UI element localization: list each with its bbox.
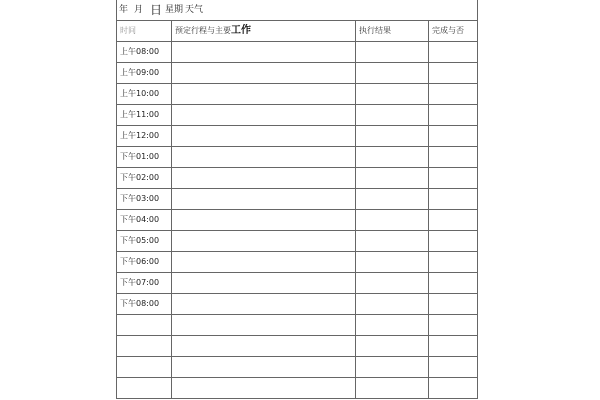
plan-cell[interactable] — [172, 273, 356, 293]
time-cell: 下午08:00 — [117, 294, 172, 314]
plan-cell[interactable] — [172, 147, 356, 167]
done-cell[interactable] — [429, 189, 477, 209]
table-row — [117, 105, 477, 126]
time-cell: 上午12:00 — [117, 126, 172, 146]
schedule-table — [117, 21, 477, 399]
done-cell[interactable] — [429, 378, 477, 398]
result-cell[interactable] — [356, 378, 429, 398]
month-label: 月 — [134, 5, 144, 15]
table-row — [117, 294, 477, 315]
weekday-label: 星期 — [165, 5, 184, 15]
result-cell[interactable] — [356, 252, 429, 272]
column-header-row — [117, 21, 477, 42]
table-row — [117, 63, 477, 84]
plan-cell[interactable] — [172, 105, 356, 125]
plan-cell[interactable] — [172, 336, 356, 356]
time-cell: 下午01:00 — [117, 147, 172, 167]
done-cell[interactable] — [429, 42, 477, 62]
time-cell — [117, 336, 172, 356]
done-cell[interactable] — [429, 63, 477, 83]
plan-cell[interactable] — [172, 252, 356, 272]
table-row — [117, 210, 477, 231]
year-label: 年 — [119, 5, 129, 15]
done-cell[interactable] — [429, 210, 477, 230]
time-cell: 下午03:00 — [117, 189, 172, 209]
plan-cell[interactable] — [172, 126, 356, 146]
table-row — [117, 315, 477, 336]
result-cell[interactable] — [356, 105, 429, 125]
done-cell[interactable] — [429, 357, 477, 377]
plan-header-emphasis: 工作 — [231, 25, 251, 36]
table-row — [117, 336, 477, 357]
done-cell[interactable] — [429, 273, 477, 293]
plan-cell[interactable] — [172, 189, 356, 209]
time-cell: 下午05:00 — [117, 231, 172, 251]
time-cell: 下午04:00 — [117, 210, 172, 230]
done-cell[interactable] — [429, 252, 477, 272]
result-cell[interactable] — [356, 294, 429, 314]
result-cell[interactable] — [356, 336, 429, 356]
plan-cell[interactable] — [172, 315, 356, 335]
day-label: 日 — [150, 3, 163, 17]
time-cell: 上午09:00 — [117, 63, 172, 83]
done-cell[interactable] — [429, 168, 477, 188]
table-row — [117, 231, 477, 252]
result-cell[interactable] — [356, 126, 429, 146]
time-cell: 上午11:00 — [117, 105, 172, 125]
table-row — [117, 168, 477, 189]
plan-cell[interactable] — [172, 84, 356, 104]
table-row — [117, 378, 477, 399]
plan-cell[interactable] — [172, 210, 356, 230]
plan-cell[interactable] — [172, 294, 356, 314]
result-cell[interactable] — [356, 273, 429, 293]
table-row — [117, 147, 477, 168]
result-cell[interactable] — [356, 63, 429, 83]
plan-cell[interactable] — [172, 168, 356, 188]
time-cell: 上午08:00 — [117, 42, 172, 62]
daily-schedule-sheet — [116, 0, 478, 399]
date-weather-header — [117, 0, 477, 21]
result-cell[interactable] — [356, 315, 429, 335]
time-cell — [117, 378, 172, 398]
table-row — [117, 273, 477, 294]
done-cell[interactable] — [429, 147, 477, 167]
done-cell[interactable] — [429, 105, 477, 125]
table-row — [117, 84, 477, 105]
done-cell[interactable] — [429, 336, 477, 356]
time-cell: 下午07:00 — [117, 273, 172, 293]
table-row — [117, 357, 477, 378]
done-cell[interactable] — [429, 231, 477, 251]
table-row — [117, 42, 477, 63]
result-cell[interactable] — [356, 210, 429, 230]
table-row — [117, 189, 477, 210]
plan-cell[interactable] — [172, 42, 356, 62]
result-cell[interactable] — [356, 231, 429, 251]
weather-label: 天气 — [185, 5, 204, 15]
result-cell[interactable] — [356, 189, 429, 209]
plan-header-text: 预定行程与主要 — [175, 26, 231, 35]
plan-cell[interactable] — [172, 378, 356, 398]
table-row — [117, 126, 477, 147]
plan-cell[interactable] — [172, 231, 356, 251]
plan-cell[interactable] — [172, 63, 356, 83]
time-column-header: 时间 — [117, 21, 172, 41]
done-cell[interactable] — [429, 126, 477, 146]
result-cell[interactable] — [356, 168, 429, 188]
result-cell[interactable] — [356, 84, 429, 104]
time-cell — [117, 357, 172, 377]
done-cell[interactable] — [429, 84, 477, 104]
plan-column-header — [172, 21, 356, 41]
time-cell: 上午10:00 — [117, 84, 172, 104]
time-cell: 下午02:00 — [117, 168, 172, 188]
result-cell[interactable] — [356, 42, 429, 62]
result-column-header: 执行结果 — [356, 21, 429, 41]
done-cell[interactable] — [429, 294, 477, 314]
table-row — [117, 252, 477, 273]
time-cell: 下午06:00 — [117, 252, 172, 272]
plan-cell[interactable] — [172, 357, 356, 377]
time-cell — [117, 315, 172, 335]
result-cell[interactable] — [356, 147, 429, 167]
done-cell[interactable] — [429, 315, 477, 335]
result-cell[interactable] — [356, 357, 429, 377]
done-column-header: 完成与否 — [432, 26, 464, 35]
